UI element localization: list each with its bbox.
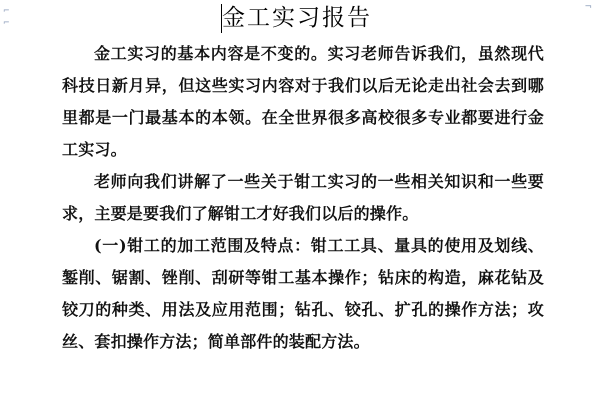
paragraph-teacher-explanation[interactable]: 老师向我们讲解了一些关于钳工实习的一些相关知识和一些要求，主要是要我们了解钳工才好我们以后的操作。 [62,172,544,223]
paragraph-intro[interactable]: 金工实习的基本内容是不变的。实习老师告诉我们，虽然现代科技日新月异，但这些实习内容对于我们以后无论走出社会去到哪里都是一门最基本的本领。在全世界很多高校很多专业都要进行金工实习。 [62,44,544,159]
left-gutter [0,0,24,400]
paragraph-fitter-scope[interactable]: (一)钳工的加工范围及特点：钳工工具、量具的使用及划线、錾削、锯割、锉削、刮研等钳工基本操作；钻床的构造，麻花钻及铰刀的种类、用法及应用范围；钻孔、铰孔、扩孔的操作方法；攻丝、套扣操作方法；简单部件的装配方法。 [62,236,544,351]
document-title[interactable]: 金工实习报告 [222,5,372,31]
left-margin-arrow-icon: ⌐ [3,18,10,27]
left-margin-corner-icon: ⌐ [3,6,10,15]
document-body[interactable] [62,38,544,358]
right-margin-corner-icon: ¬ [584,2,592,12]
